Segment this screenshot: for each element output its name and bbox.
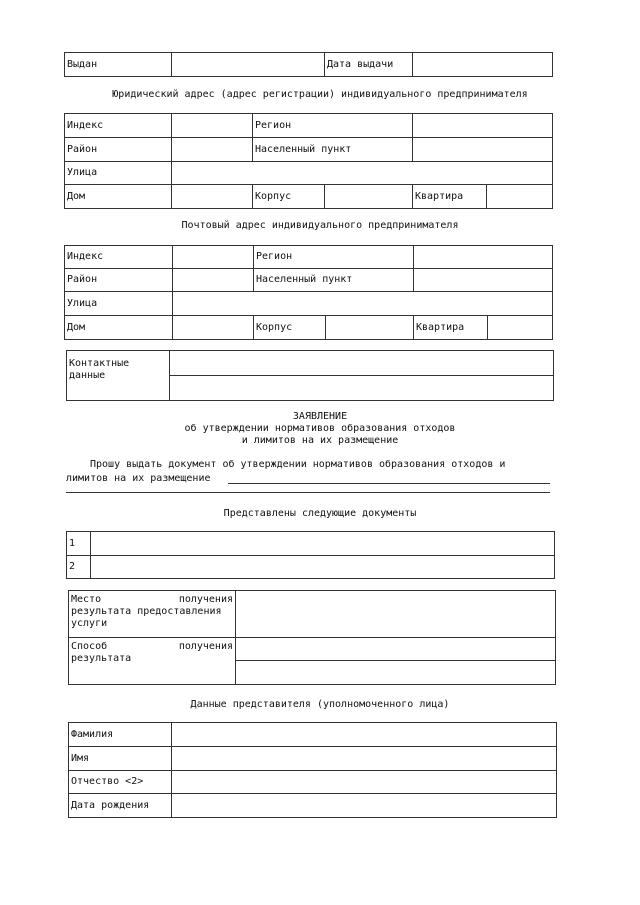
postal-street-label: Улица [65, 292, 173, 316]
postal-region-field[interactable] [414, 246, 553, 269]
postal-apartment-label: Квартира [414, 316, 488, 340]
legal-street-label: Улица [65, 162, 172, 185]
result-place-field[interactable] [236, 591, 556, 638]
postal-locality-label: Населенный пункт [254, 269, 414, 292]
contacts-label-line2: данные [69, 370, 106, 381]
result-place-word2: получения [178, 594, 233, 605]
legal-building-field[interactable] [325, 185, 413, 209]
representative-heading: Данные представителя (уполномоченного лица) [190, 699, 450, 710]
legal-apartment-label: Квартира [413, 185, 487, 209]
issued-table [64, 52, 553, 77]
result-method-field-2[interactable] [236, 661, 556, 685]
statement-body-line1: Прошу выдать документ об утверждении нормативов образования отходов и [90, 459, 506, 470]
postal-address-heading: Почтовый адрес индивидуального предпринимателя [181, 220, 459, 231]
legal-locality-field[interactable] [413, 138, 553, 162]
patronymic-field[interactable] [172, 771, 557, 794]
postal-street-field[interactable] [173, 292, 553, 316]
contacts-label-line1: Контактные [69, 358, 130, 369]
patronymic-label: Отчество <2> [69, 771, 172, 794]
statement-body-line2: лимитов на их размещение [66, 473, 211, 484]
documents-table [66, 531, 555, 579]
legal-building-label: Корпус [253, 185, 325, 209]
birth-date-field[interactable] [172, 794, 557, 818]
legal-district-field[interactable] [172, 138, 253, 162]
contacts-field-2[interactable] [170, 376, 554, 401]
legal-house-label: Дом [65, 185, 172, 209]
document-field[interactable] [91, 532, 555, 556]
issued-label: Выдан [65, 53, 172, 77]
name-label: Имя [69, 747, 172, 771]
postal-region-label: Регион [254, 246, 414, 269]
surname-field[interactable] [172, 723, 557, 747]
statement-subtitle-line2: и лимитов на их размещение [241, 435, 399, 446]
issue-date-label: Дата выдачи [325, 53, 413, 77]
birth-date-label: Дата рождения [69, 794, 172, 818]
postal-building-label: Корпус [254, 316, 326, 340]
postal-locality-field[interactable] [414, 269, 553, 292]
postal-building-field[interactable] [326, 316, 414, 340]
result-place-line3: услуги [71, 618, 108, 629]
result-table [68, 590, 556, 685]
postal-district-field[interactable] [173, 269, 254, 292]
legal-locality-label: Населенный пункт [253, 138, 413, 162]
postal-house-field[interactable] [173, 316, 254, 340]
contacts-label [67, 351, 170, 401]
legal-region-field[interactable] [413, 114, 553, 138]
legal-index-label: Индекс [65, 114, 172, 138]
issue-date-field[interactable] [413, 53, 553, 77]
surname-label: Фамилия [69, 723, 172, 747]
result-place-label [69, 591, 236, 638]
postal-apartment-field[interactable] [488, 316, 553, 340]
legal-address-heading: Юридический адрес (адрес регистрации) индивидуального предпринимателя [112, 89, 528, 100]
contacts-table [66, 350, 554, 401]
contacts-field-1[interactable] [170, 351, 554, 376]
statement-title: ЗАЯВЛЕНИЕ [292, 411, 348, 422]
result-method-field-1[interactable] [236, 638, 556, 661]
document-number: 2 [67, 556, 91, 579]
result-place-line2: результата предоставления [71, 606, 222, 617]
statement-fill-line-2[interactable] [66, 492, 550, 493]
legal-street-field[interactable] [172, 162, 553, 185]
issued-field[interactable] [172, 53, 325, 77]
documents-heading: Представлены следующие документы [223, 508, 417, 519]
legal-apartment-field[interactable] [487, 185, 553, 209]
result-method-word1: Способ [71, 641, 108, 652]
representative-table [68, 722, 557, 818]
legal-address-table [64, 113, 553, 209]
result-method-label [69, 638, 236, 685]
legal-index-field[interactable] [172, 114, 253, 138]
statement-fill-line-1[interactable] [228, 483, 550, 484]
name-field[interactable] [172, 747, 557, 771]
postal-house-label: Дом [65, 316, 173, 340]
legal-house-field[interactable] [172, 185, 253, 209]
legal-region-label: Регион [253, 114, 413, 138]
postal-district-label: Район [65, 269, 173, 292]
legal-district-label: Район [65, 138, 172, 162]
postal-address-table [64, 245, 553, 340]
result-method-word2: получения [178, 641, 233, 652]
statement-subtitle-line1: об утверждении нормативов образования отходов [184, 423, 456, 434]
postal-index-field[interactable] [173, 246, 254, 269]
result-method-line2: результата [71, 653, 132, 664]
result-place-word1: Место [71, 594, 102, 605]
postal-index-label: Индекс [65, 246, 173, 269]
document-number: 1 [67, 532, 91, 556]
document-field[interactable] [91, 556, 555, 579]
